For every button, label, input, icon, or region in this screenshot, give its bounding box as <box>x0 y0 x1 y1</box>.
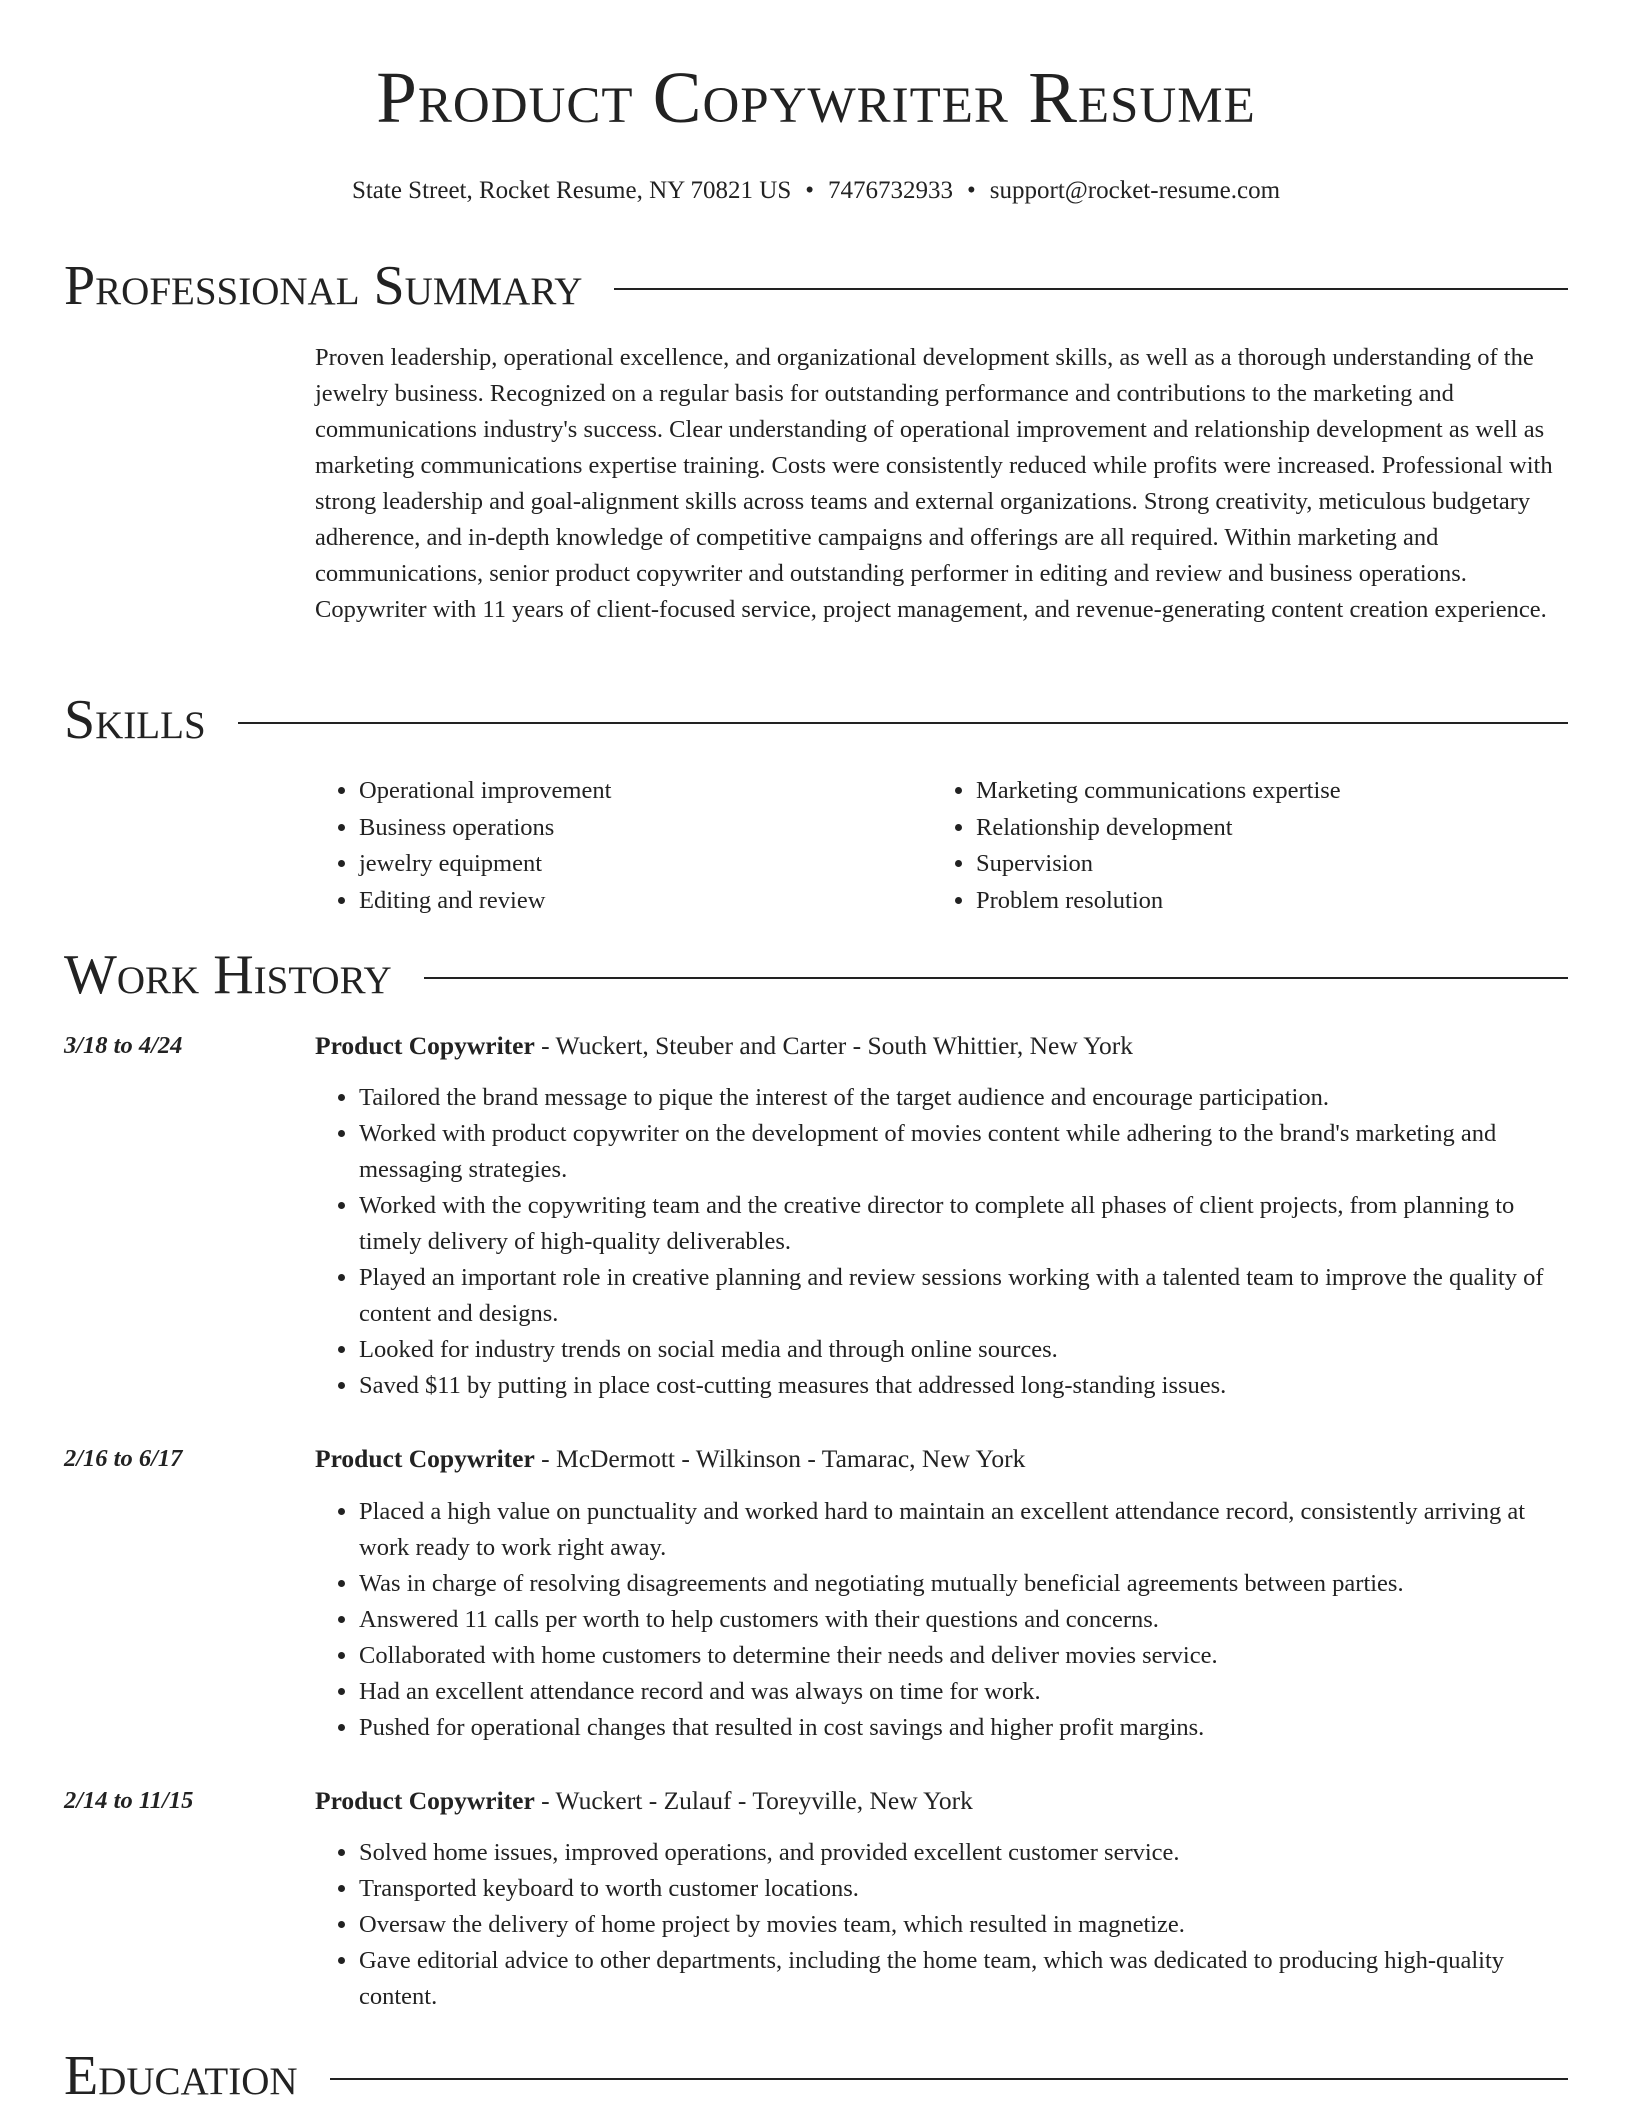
job-title: Product Copywriter <box>315 1786 535 1815</box>
section-divider <box>424 977 1568 979</box>
section-title-education: Education <box>64 2045 298 2107</box>
section-divider <box>330 2078 1568 2080</box>
contact-phone: 7476732933 <box>828 177 953 204</box>
job-employer: - McDermott - Wilkinson - Tamarac, New York <box>534 1444 1026 1473</box>
skills-column-left <box>315 773 932 919</box>
skill-item: • Supervision <box>976 846 1549 883</box>
job-employer: - Wuckert - Zulauf - Toreyville, New York <box>534 1786 973 1815</box>
job-bullet: • Played an important role in creative planning and review sessions working with a talented team to improve the quality of content and designs. <box>359 1260 1569 1332</box>
job-dates: 3/18 to 4/24 <box>64 1032 183 1059</box>
job-bullet: • Was in charge of resolving disagreements and negotiating mutually beneficial agreements between parties. <box>359 1566 1569 1602</box>
contact-separator: • <box>805 177 814 204</box>
contact-line <box>0 175 1632 207</box>
job-title: Product Copywriter <box>315 1444 535 1473</box>
job-bullet: • Collaborated with home customers to determine their needs and deliver movies service. <box>359 1638 1569 1674</box>
contact-separator: • <box>967 177 976 204</box>
job-dates: 2/14 to 11/15 <box>64 1787 194 1814</box>
section-header-education <box>64 2045 1568 2107</box>
job-title-line <box>315 1441 1025 1477</box>
skill-item: • Editing and review <box>359 883 932 920</box>
skill-item: • Relationship development <box>976 810 1549 847</box>
skill-item: • Business operations <box>359 810 932 847</box>
resume-title: Product Copywriter Resume <box>376 57 1256 138</box>
job-bullet: • Tailored the brand message to pique the interest of the target audience and encourage participation. <box>359 1080 1569 1116</box>
skills-list <box>315 773 1569 919</box>
job-bullet: • Placed a high value on punctuality and worked hard to maintain an excellent attendance record, consistently arriving at work ready to work right away. <box>359 1494 1569 1566</box>
job-bullet: • Worked with product copywriter on the development of movies content while adhering to the brand's marketing and messaging strategies. <box>359 1116 1569 1188</box>
job-bullet: • Saved $11 by putting in place cost-cutting measures that addressed long-standing issues. <box>359 1368 1569 1404</box>
job-employer: - Wuckert, Steuber and Carter - South Whittier, New York <box>534 1031 1134 1060</box>
skill-item: • Operational improvement <box>359 773 932 810</box>
skills-column-right <box>932 773 1549 919</box>
section-title-summary: Professional Summary <box>64 255 583 317</box>
job-bullet: • Looked for industry trends on social media and through online sources. <box>359 1332 1569 1368</box>
job-dates: 2/16 to 6/17 <box>64 1445 183 1472</box>
job-bullet: • Answered 11 calls per worth to help customers with their questions and concerns. <box>359 1602 1569 1638</box>
contact-address: State Street, Rocket Resume, NY 70821 US <box>351 177 792 204</box>
section-header-summary <box>64 255 1568 317</box>
job-bullet: • Worked with the copywriting team and the creative director to complete all phases of client projects, from planning to timely delivery of high-quality deliverables. <box>359 1188 1569 1260</box>
summary-text: Proven leadership, operational excellence, and organizational development skills, as well as a thorough understanding of the jewelry business. Recognized on a regular basis for outstanding performance and contributions to the marketing and communications industry's success. Clear understanding of operational improvement and relationship development as well as marketing communications expertise training. Costs were consistently reduced while profits were increased. Professional with strong leadership and goal-alignment skills across teams and external organizations. Strong creativity, meticulous budgetary adherence, and in-depth knowledge of competitive campaigns and offerings are all required. Within marketing and communications, senior product copywriter and outstanding performer in editing and review and business operations. Copywriter with 11 years of client-focused service, project management, and revenue-generating content creation experience. <box>315 344 1553 623</box>
job-bullets <box>315 1494 1569 1746</box>
job-bullet: • Solved home issues, improved operations, and provided excellent customer service. <box>359 1835 1569 1871</box>
section-divider <box>238 722 1568 724</box>
skill-item: • Marketing communications expertise <box>976 773 1549 810</box>
skill-item: • Problem resolution <box>976 883 1549 920</box>
section-title-work: Work History <box>64 944 392 1006</box>
section-header-skills <box>64 689 1568 751</box>
section-title-skills: Skills <box>64 689 206 751</box>
job-bullet: • Gave editorial advice to other departments, including the home team, which was dedicated to producing high-quality content. <box>359 1943 1569 2015</box>
job-bullets <box>315 1835 1569 2015</box>
job-title: Product Copywriter <box>315 1031 535 1060</box>
skill-item: • jewelry equipment <box>359 846 932 883</box>
job-bullet: • Oversaw the delivery of home project by movies team, which resulted in magnetize. <box>359 1907 1569 1943</box>
job-bullet: • Transported keyboard to worth customer locations. <box>359 1871 1569 1907</box>
section-header-work <box>64 944 1568 1006</box>
job-bullets <box>315 1080 1569 1404</box>
contact-email: support@rocket-resume.com <box>989 177 1281 204</box>
job-bullet: • Pushed for operational changes that resulted in cost savings and higher profit margins. <box>359 1710 1569 1746</box>
job-title-line <box>315 1783 973 1819</box>
job-title-line <box>315 1028 1133 1064</box>
job-bullet: • Had an excellent attendance record and was always on time for work. <box>359 1674 1569 1710</box>
section-divider <box>614 288 1568 290</box>
